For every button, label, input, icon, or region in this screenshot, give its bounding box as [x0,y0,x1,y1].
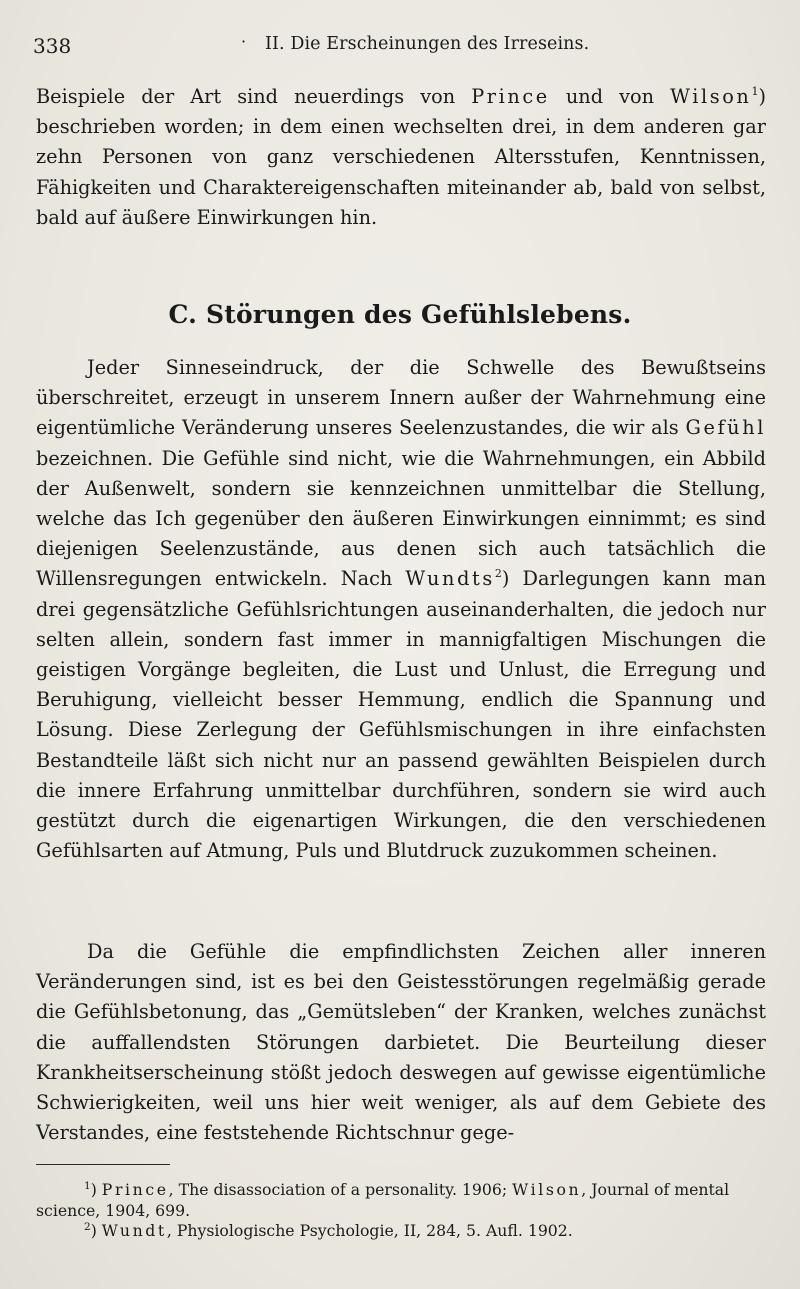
running-title: II. Die Erscheinungen des Irreseins. [265,34,590,54]
footnote-ref-1[interactable]: 1 [751,85,759,98]
page-header [33,34,763,58]
footnote-1: $^1$) Prince, The disassociation of a personality. 1906; Wilson, Journal of mental science, 1904, 699. [36,1180,730,1220]
intro-paragraph: Beispiele der Art sind neuerdings von Prince und von Wilson$^1$) beschrieben worden; in dem einen wechselten drei, in dem anderen gar zehn Personen von ganz verschiedenen Altersstufen, Kenntnissen, Fähigkeiten und Charaktereigenschaften miteinander ab, bald von selbst, bald auf äußere Einwirkungen hin. [36,85,766,229]
footnote-2: $^2$) Wundt, Physiologische Psychologie, II, 284, 5. Aufl. 1902. [84,1221,573,1240]
author-name-wilson: Wilson [670,85,752,108]
paragraph-feelings: Jeder Sinneseindruck, der die Schwelle des Bewußtseins überschreitet, erzeugt in unserem Innern außer der Wahrnehmung eine eigentümliche Veränderung unseres Seelenzustandes, die wir als Gefühl bezeichnen. Die Gefühle sind nicht, wie die Wahrnehmungen, ein Abbild der Außenwelt, sondern sie kennzeichnen unmittelbar die Stellung, welche das Ich gegenüber den äußeren Einwirkungen einnimmt; es sind diejenigen Seelenzustände, aus denen sich auch tatsächlich die Willensregungen entwickeln. Nach Wundts$^2$) Darlegungen kann man drei gegensätzliche Gefühlsrichtungen auseinanderhalten, die jedoch nur selten allein, sondern fast immer in mannigfaltigen Mischungen die geistigen Vorgänge begleiten, die Lust und Unlust, die Erregung und Beruhigung, vielleicht besser Hemmung, endlich die Spannung und Lösung. Diese Zerlegung der Gefühlsmischungen in ihre einfachsten Bestandteile läßt sich nicht nur an passend gewählten Beispielen durch die innere Erfahrung unmittelbar durchführen, sondern sie wird auch gestützt durch die eigenartigen Wirkungen, die den verschiedenen Gefühlsarten auf Atmung, Puls und Blutdruck zuzukommen scheinen. [36,356,766,863]
paragraph-disorders: Da die Gefühle die empfindlichsten Zeichen aller inneren Veränderungen sind, ist es bei den Geistesstörungen regelmäßig gerade die Gefühlsbetonung, das „Gemütsleben“ der Kranken, welches zunächst die auffallendsten Störungen darbietet. Die Beurteilung dieser Krankheitserscheinung stößt jedoch deswegen auf gewisse eigentümliche Schwierigkeiten, weil uns hier weit weniger, als auf dem Gebiete des Verstandes, eine feststehende Richtschnur gege- [36,940,766,1145]
header-separator: · [241,32,247,51]
term-gefuehl: Gefühl [685,416,766,440]
page-number: 338 [33,34,72,58]
section-heading: C. Störungen des Gefühlslebens. [168,300,632,329]
author-name-wundt: Wundts [405,567,495,591]
footnotes [36,1180,768,1242]
footnote-ref-2[interactable]: 2 [494,567,502,581]
footnote-rule [36,1164,170,1165]
author-name-prince: Prince [471,85,550,108]
